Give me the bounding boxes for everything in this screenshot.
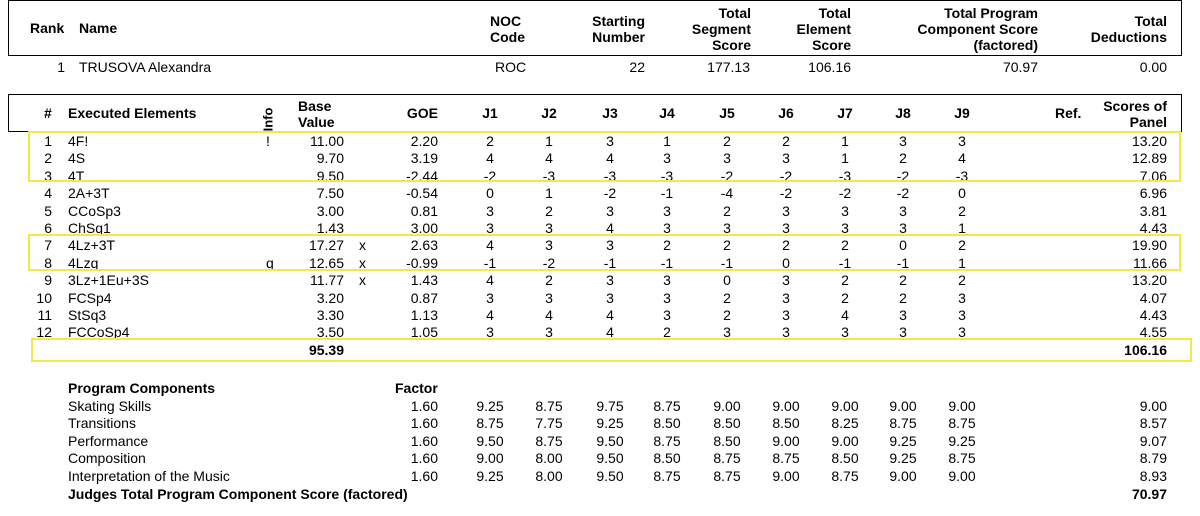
element-judge-score: 2 — [841, 237, 849, 254]
element-judge-score: 3 — [899, 202, 907, 219]
element-judge-score: -2 — [838, 185, 852, 202]
element-judge-score: 0 — [899, 237, 907, 254]
element-judge-score: -3 — [955, 167, 969, 184]
element-number: 12 — [36, 324, 52, 341]
component-judge-score: 8.50 — [831, 450, 859, 467]
element-goe: 3.19 — [410, 150, 438, 167]
element-name: FCCoSp4 — [68, 324, 130, 341]
element-judge-score: 3 — [841, 202, 849, 219]
element-info: q — [266, 254, 274, 271]
element-info: ! — [266, 133, 270, 149]
element-judge-score: 4 — [486, 150, 494, 167]
element-judge-score: -2 — [483, 167, 497, 184]
element-judge-score: 3 — [486, 202, 494, 219]
component-score: 9.07 — [1139, 432, 1167, 449]
element-judge-score: -2 — [896, 167, 910, 184]
component-judge-score: 8.75 — [948, 450, 976, 467]
element-base-value: 3.30 — [316, 307, 344, 323]
element-goe: 1.05 — [410, 324, 438, 341]
element-name: 4Lz+3T — [68, 237, 116, 254]
element-judge-score: 3 — [606, 289, 614, 306]
element-judge-score: 3 — [606, 272, 614, 289]
element-judge-score: 4 — [545, 307, 553, 323]
element-judge-score: 2 — [899, 289, 907, 306]
components-total-value: 70.97 — [1131, 486, 1167, 502]
element-judge-score: 3 — [663, 289, 671, 306]
base-value-header: Base Value — [298, 98, 335, 130]
element-judge-score: 3 — [899, 133, 907, 149]
component-judge-score: 9.00 — [772, 432, 800, 449]
scores-of-panel-header: Scores of Panel — [1103, 98, 1167, 130]
element-judge-score: 3 — [486, 324, 494, 341]
component-score: 8.57 — [1139, 415, 1167, 432]
element-judge-score: 3 — [545, 324, 553, 341]
element-judge-score: 3 — [782, 307, 790, 323]
element-judge-score: 1 — [663, 133, 671, 149]
judge-header-8: J8 — [895, 105, 911, 121]
component-judge-score: 8.75 — [713, 450, 741, 467]
base-value-total: 95.39 — [308, 342, 344, 358]
element-base-value: 11.77 — [310, 272, 344, 289]
element-judge-score: 1 — [545, 133, 553, 149]
element-score-value: 106.16 — [808, 59, 851, 75]
component-judge-score: 9.00 — [831, 432, 859, 449]
element-bonus-marker: x — [359, 237, 366, 254]
segment-score-header: Total Segment Score — [691, 5, 751, 53]
component-name: Interpretation of the Music — [68, 467, 230, 484]
component-judge-score: 8.75 — [772, 450, 800, 467]
element-judge-score: 1 — [545, 185, 553, 202]
component-judge-score: 9.50 — [596, 450, 624, 467]
component-factor: 1.60 — [410, 398, 438, 414]
element-goe: -0.54 — [406, 185, 438, 202]
component-factor: 1.60 — [410, 415, 438, 432]
component-judge-score: 9.25 — [476, 467, 504, 484]
element-judge-score: 2 — [663, 237, 671, 254]
component-judge-score: 8.75 — [653, 398, 681, 414]
element-judge-score: 1 — [958, 220, 966, 236]
element-judge-score: 0 — [958, 185, 966, 202]
element-bonus-marker: x — [359, 254, 366, 271]
element-name: 4F! — [68, 133, 89, 149]
element-judge-score: 2 — [958, 272, 966, 289]
component-judge-score: 7.75 — [535, 415, 563, 432]
element-judge-score: 3 — [663, 220, 671, 236]
component-judge-score: 9.00 — [772, 398, 800, 414]
component-judge-score: 8.25 — [831, 415, 859, 432]
component-judge-score: 9.00 — [831, 398, 859, 414]
element-judge-score: 3 — [723, 324, 731, 341]
segment-score-value: 177.13 — [707, 59, 750, 75]
element-judge-score: 2 — [899, 150, 907, 167]
component-factor: 1.60 — [410, 432, 438, 449]
element-number: 1 — [44, 133, 52, 149]
element-judge-score: 3 — [899, 307, 907, 323]
element-goe: 1.43 — [410, 272, 438, 289]
component-factor: 1.60 — [410, 450, 438, 467]
element-judge-score: -4 — [720, 185, 734, 202]
element-goe: -0.99 — [406, 254, 438, 271]
component-score: 8.79 — [1139, 450, 1167, 467]
element-judge-score: 3 — [782, 272, 790, 289]
component-judge-score: 8.75 — [476, 415, 504, 432]
component-judge-score: 9.00 — [889, 398, 917, 414]
element-judge-score: -1 — [603, 254, 617, 271]
element-panel-score: 7.06 — [1139, 167, 1167, 184]
element-judge-score: 4 — [486, 272, 494, 289]
component-judge-score: 9.00 — [713, 398, 741, 414]
noc-value: ROC — [495, 59, 527, 75]
element-judge-score: 3 — [899, 220, 907, 236]
component-judge-score: 8.75 — [535, 432, 563, 449]
element-judge-score: 4 — [841, 307, 849, 323]
element-judge-score: 2 — [545, 202, 553, 219]
judge-header-9: J9 — [954, 105, 970, 121]
component-judge-score: 8.50 — [713, 415, 741, 432]
element-judge-score: 3 — [663, 272, 671, 289]
element-judge-score: 3 — [663, 150, 671, 167]
component-score-header: Total Program Component Score (factored) — [917, 5, 1038, 53]
deductions-value: 0.00 — [1139, 59, 1167, 75]
component-judge-score: 9.25 — [948, 432, 976, 449]
element-number: 4 — [44, 185, 52, 202]
element-number: 8 — [44, 254, 52, 271]
element-name: StSq3 — [68, 307, 107, 323]
element-judge-score: 2 — [958, 237, 966, 254]
component-judge-score: 8.50 — [713, 432, 741, 449]
element-judge-score: 4 — [545, 150, 553, 167]
element-judge-score: 3 — [486, 220, 494, 236]
component-judge-score: 9.50 — [596, 467, 624, 484]
element-score-header: Total Element Score — [796, 5, 851, 53]
component-judge-score: 8.75 — [948, 415, 976, 432]
element-judge-score: 4 — [606, 324, 614, 341]
element-judge-score: -2 — [896, 185, 910, 202]
component-judge-score: 9.25 — [476, 398, 504, 414]
element-judge-score: 0 — [486, 185, 494, 202]
element-judge-score: 2 — [545, 272, 553, 289]
element-judge-score: 2 — [841, 272, 849, 289]
element-judge-score: 3 — [958, 307, 966, 323]
element-panel-score: 4.43 — [1139, 307, 1167, 323]
element-judge-score: 3 — [545, 220, 553, 236]
element-judge-score: 3 — [723, 220, 731, 236]
component-judge-score: 9.00 — [889, 467, 917, 484]
element-judge-score: 3 — [723, 150, 731, 167]
components-total-label: Judges Total Program Component Score (factored) — [68, 486, 408, 502]
element-judge-score: 3 — [545, 237, 553, 254]
component-judge-score: 9.50 — [476, 432, 504, 449]
element-judge-score: -3 — [603, 167, 617, 184]
element-judge-score: 3 — [486, 289, 494, 306]
element-name: 4T — [68, 167, 85, 184]
element-judge-score: 3 — [899, 324, 907, 341]
element-base-value: 9.70 — [316, 150, 344, 167]
element-goe: 3.00 — [410, 220, 438, 236]
component-judge-score: 8.50 — [653, 450, 681, 467]
element-goe: -2.44 — [406, 167, 438, 184]
element-judge-score: 3 — [958, 324, 966, 341]
judge-header-2: J2 — [541, 105, 557, 121]
name-header: Name — [79, 20, 118, 36]
component-judge-score: 8.75 — [653, 467, 681, 484]
element-judge-score: -2 — [603, 185, 617, 202]
element-judge-score: 4 — [606, 150, 614, 167]
element-judge-score: -3 — [838, 167, 852, 184]
component-factor: 1.60 — [410, 467, 438, 484]
element-name: 4S — [68, 150, 86, 167]
component-judge-score: 9.00 — [948, 467, 976, 484]
component-judge-score: 9.00 — [772, 467, 800, 484]
element-base-value: 17.27 — [308, 237, 344, 254]
element-panel-score: 13.20 — [1131, 272, 1167, 289]
element-number: 9 — [44, 272, 52, 289]
highlight-rows-7-8 — [28, 234, 1181, 271]
element-number: 7 — [44, 237, 52, 254]
component-judge-score: 8.75 — [713, 467, 741, 484]
element-judge-score: -1 — [838, 254, 852, 271]
element-name: 3Lz+1Eu+3S — [68, 272, 149, 289]
element-judge-score: 0 — [782, 254, 790, 271]
component-judge-score: 9.75 — [596, 398, 624, 414]
element-judge-score: -3 — [660, 167, 674, 184]
element-base-value: 3.00 — [316, 202, 344, 219]
element-judge-score: 3 — [958, 289, 966, 306]
element-name: 2A+3T — [68, 185, 110, 202]
program-components-title: Program Components — [68, 380, 216, 396]
element-judge-score: -3 — [542, 167, 556, 184]
element-judge-score: 1 — [841, 150, 849, 167]
element-base-value: 11.00 — [310, 133, 344, 149]
info-header: Info — [260, 107, 276, 132]
element-judge-score: 3 — [663, 202, 671, 219]
component-judge-score: 8.75 — [535, 398, 563, 414]
element-number: 6 — [44, 220, 52, 236]
component-judge-score: 9.00 — [476, 450, 504, 467]
element-judge-score: 2 — [723, 133, 731, 149]
element-goe: 0.81 — [410, 202, 438, 219]
element-judge-score: 3 — [782, 220, 790, 236]
element-goe: 0.87 — [410, 289, 438, 306]
element-judge-score: 2 — [782, 237, 790, 254]
judge-header-5: J5 — [719, 105, 735, 121]
element-base-value: 1.43 — [316, 220, 344, 236]
judge-header-4: J4 — [659, 105, 675, 121]
element-judge-score: 3 — [663, 307, 671, 323]
executed-elements-header: Executed Elements — [68, 105, 197, 121]
element-panel-score: 11.66 — [1133, 254, 1167, 271]
element-base-value: 3.20 — [316, 289, 344, 306]
element-judge-score: 3 — [841, 220, 849, 236]
component-name: Performance — [68, 432, 149, 449]
element-judge-score: -2 — [542, 254, 556, 271]
component-judge-score: 9.00 — [948, 398, 976, 414]
element-number: 10 — [36, 289, 52, 306]
deductions-header: Total Deductions — [1090, 13, 1167, 45]
element-panel-score: 19.90 — [1131, 237, 1167, 254]
highlight-rows-1-3 — [28, 131, 1181, 182]
element-goe: 2.63 — [410, 237, 438, 254]
element-panel-score: 13.20 — [1131, 133, 1167, 149]
component-score: 9.00 — [1139, 398, 1167, 414]
element-judge-score: 4 — [486, 307, 494, 323]
element-judge-score: -1 — [483, 254, 497, 271]
component-judge-score: 9.50 — [596, 432, 624, 449]
element-name: 4Lzq — [68, 254, 99, 271]
element-judge-score: 1 — [841, 133, 849, 149]
element-judge-score: 2 — [723, 202, 731, 219]
element-base-value: 12.65 — [308, 254, 344, 271]
ref-header: Ref. — [1055, 105, 1082, 121]
element-number: 5 — [44, 202, 52, 219]
component-judge-score: 8.00 — [535, 467, 563, 484]
element-panel-score: 4.43 — [1139, 220, 1167, 236]
component-judge-score: 8.50 — [653, 415, 681, 432]
element-name: ChSq1 — [68, 220, 111, 236]
component-judge-score: 8.00 — [535, 450, 563, 467]
component-judge-score: 8.50 — [772, 415, 800, 432]
element-judge-score: 2 — [663, 324, 671, 341]
noc-header: NOC Code — [490, 13, 525, 45]
element-panel-score: 6.96 — [1139, 185, 1167, 202]
element-judge-score: 4 — [606, 307, 614, 323]
component-judge-score: 9.25 — [889, 432, 917, 449]
element-judge-score: 3 — [782, 289, 790, 306]
element-judge-score: -1 — [660, 254, 674, 271]
element-judge-score: 2 — [486, 133, 494, 149]
element-judge-score: 3 — [841, 324, 849, 341]
element-judge-score: -2 — [779, 185, 793, 202]
element-base-value: 7.50 — [316, 185, 344, 202]
element-name: FCSp4 — [68, 289, 112, 306]
component-judge-score: 8.75 — [653, 432, 681, 449]
element-judge-score: -1 — [720, 254, 734, 271]
element-number-header: # — [44, 105, 52, 121]
element-judge-score: 2 — [958, 202, 966, 219]
skater-name: TRUSOVA Alexandra — [79, 59, 212, 75]
element-number: 11 — [37, 307, 52, 323]
judge-header-1: J1 — [482, 105, 498, 121]
element-judge-score: 0 — [723, 272, 731, 289]
element-base-value: 3.50 — [316, 324, 344, 341]
element-panel-score: 4.07 — [1139, 289, 1167, 306]
component-score-value: 70.97 — [1002, 59, 1038, 75]
element-bonus-marker: x — [359, 272, 366, 289]
element-judge-score: 3 — [606, 237, 614, 254]
element-judge-score: 3 — [782, 324, 790, 341]
component-judge-score: 9.25 — [889, 450, 917, 467]
element-judge-score: 3 — [606, 133, 614, 149]
component-name: Transitions — [68, 415, 136, 432]
element-judge-score: 2 — [723, 289, 731, 306]
element-judge-score: 2 — [723, 307, 731, 323]
rank-header: Rank — [30, 20, 65, 36]
component-judge-score: 8.75 — [831, 467, 859, 484]
element-judge-score: 2 — [782, 133, 790, 149]
element-judge-score: 4 — [486, 237, 494, 254]
highlight-totals — [31, 338, 1192, 362]
element-goe: 1.13 — [410, 307, 438, 323]
component-score: 8.93 — [1139, 467, 1167, 484]
element-number: 2 — [44, 150, 52, 167]
element-name: CCoSp3 — [68, 202, 121, 219]
starting-number-header: Starting Number — [592, 13, 645, 45]
element-judge-score: 3 — [782, 202, 790, 219]
element-number: 3 — [44, 167, 52, 184]
element-judge-score: 2 — [899, 272, 907, 289]
element-judge-score: 3 — [545, 289, 553, 306]
factor-header: Factor — [395, 380, 438, 396]
judge-header-3: J3 — [602, 105, 618, 121]
starting-number-value: 22 — [629, 59, 645, 75]
element-judge-score: 3 — [782, 150, 790, 167]
judge-header-6: J6 — [778, 105, 794, 121]
element-panel-score: 12.89 — [1131, 150, 1167, 167]
element-panel-score: 3.81 — [1139, 202, 1167, 219]
element-judge-score: 1 — [958, 254, 966, 271]
element-judge-score: -2 — [720, 167, 734, 184]
rank-value: 1 — [57, 59, 65, 75]
component-judge-score: 8.75 — [889, 415, 917, 432]
element-judge-score: 4 — [958, 150, 966, 167]
component-name: Composition — [68, 450, 146, 467]
element-panel-score: 4.55 — [1139, 324, 1167, 341]
element-judge-score: 4 — [606, 220, 614, 236]
element-judge-score: 2 — [723, 237, 731, 254]
element-judge-score: -1 — [660, 185, 674, 202]
goe-header: GOE — [406, 105, 438, 121]
element-judge-score: 3 — [606, 202, 614, 219]
element-judge-score: -1 — [896, 254, 910, 271]
element-goe: 2.20 — [410, 133, 438, 149]
judge-header-7: J7 — [837, 105, 853, 121]
component-judge-score: 9.25 — [596, 415, 624, 432]
panel-score-total: 106.16 — [1124, 342, 1167, 358]
element-base-value: 9.50 — [316, 167, 344, 184]
component-name: Skating Skills — [68, 398, 152, 414]
element-judge-score: 3 — [958, 133, 966, 149]
element-judge-score: -2 — [779, 167, 793, 184]
element-judge-score: 2 — [841, 289, 849, 306]
